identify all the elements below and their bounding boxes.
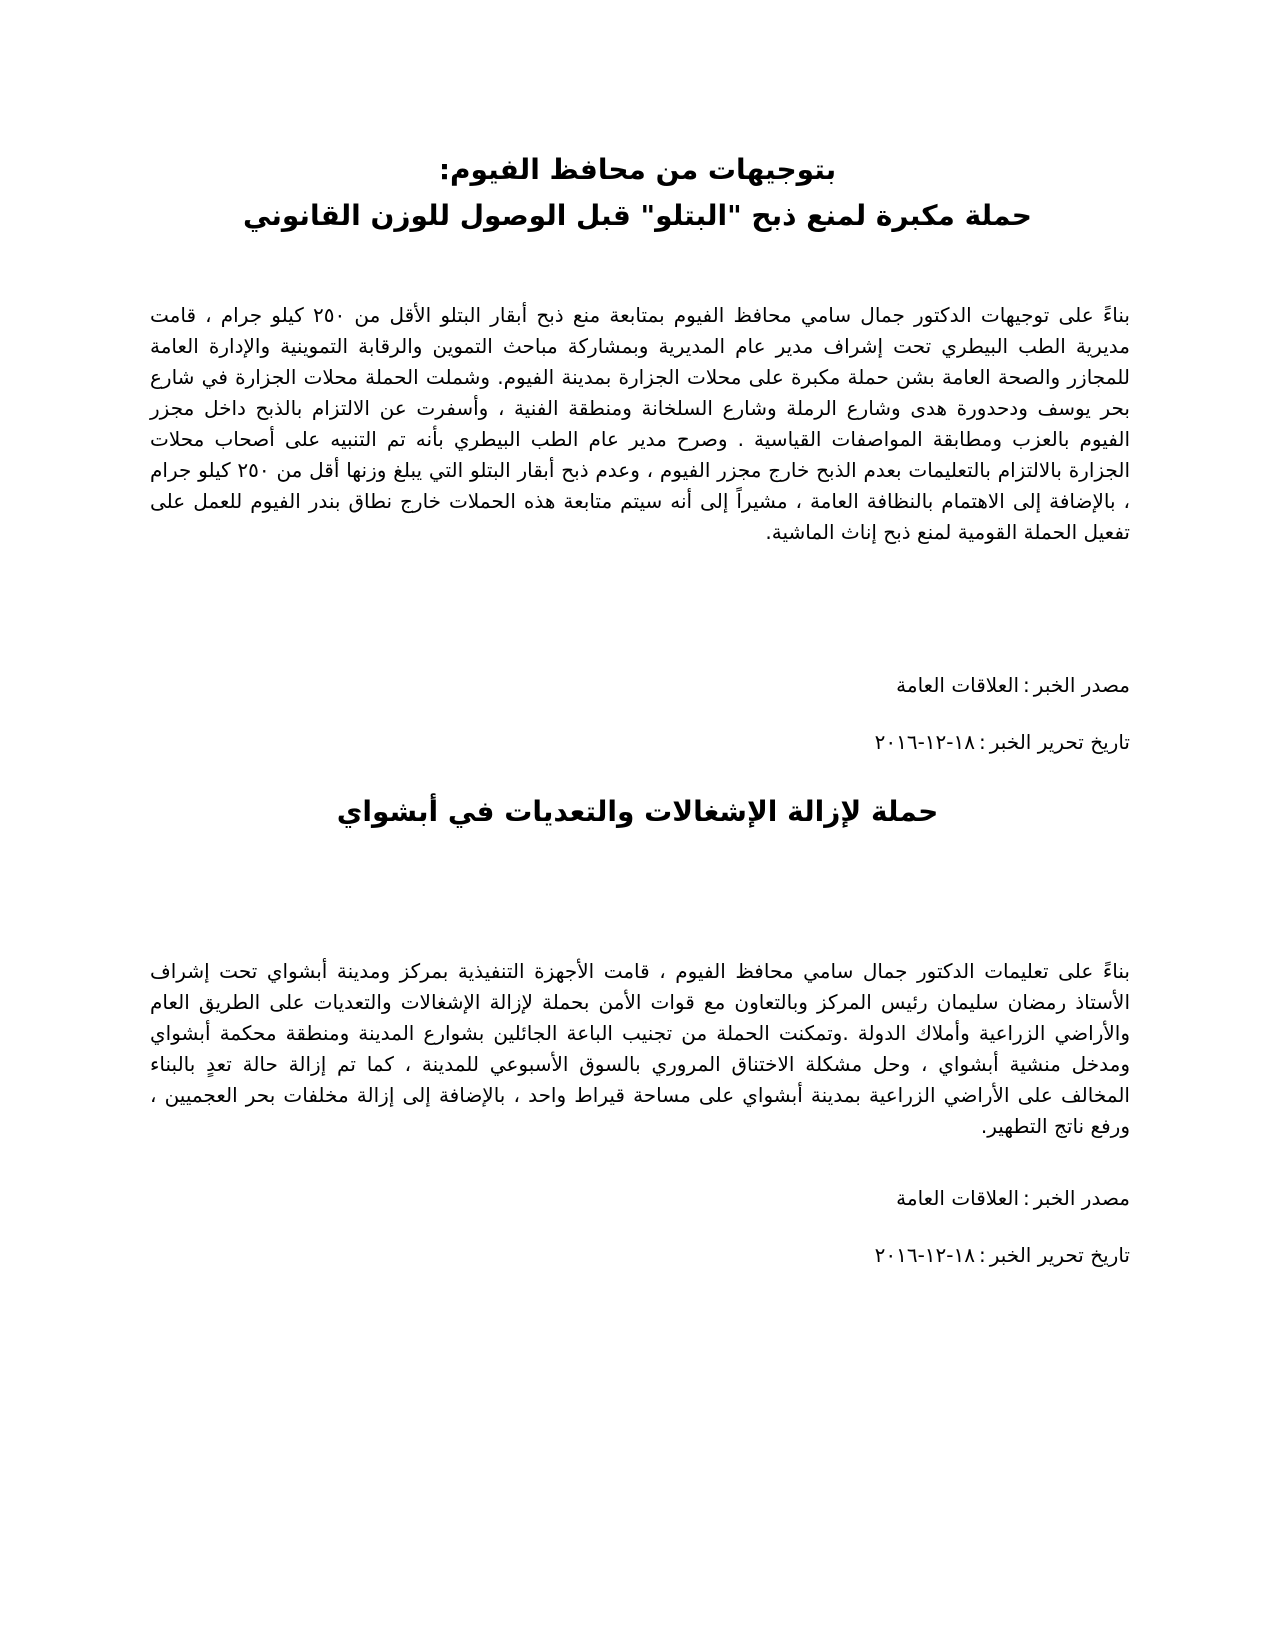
article1-source-line — [896, 670, 1130, 700]
article1-date-value: ١٨-١٢-٢٠١٦ — [874, 730, 975, 754]
article2-date-label: تاريخ تحرير الخبر — [989, 1243, 1130, 1267]
article1-date-line — [875, 727, 1130, 757]
article2-source-label: مصدر الخبر — [1033, 1186, 1130, 1210]
article1-body: بناءً على توجيهات الدكتور جمال سامي محافظ الفيوم بمتابعة منع ذبح أبقار البتلو الأقل من ٢٥٠ كيلو جرام ، قامت مديرية الطب البيطري تحت إشراف مدير عام المديرية وبمشاركة مباحث التموين والرقابة التموينية والإدارة العامة للمجازر والصحة العامة بشن حملة مكبرة على محلات الجزارة بمدينة الفيوم. وشملت الحملة محلات الجزارة في شارع بحر يوسف ودحدورة هدى وشارع الرملة وشارع السلخانة ومنطقة الفنية ، وأسفرت عن الالتزام بالذبح داخل مجزر الفيوم بالعزب ومطابقة المواصفات القياسية . وصرح مدير عام الطب البيطري بأنه تم التنبيه على أصحاب محلات الجزارة بالالتزام بالتعليمات بعدم الذبح خارج مجزر الفيوم ، وعدم ذبح أبقار البتلو التي يبلغ وزنها أقل من ٢٥٠ كيلو جرام ، بالإضافة إلى الاهتمام بالنظافة العامة ، مشيراً إلى أنه سيتم متابعة هذه الحملات خارج نطاق بندر الفيوم للعمل على تفعيل الحملة القومية لمنع ذبح إناث الماشية. — [150, 303, 1130, 544]
article1-headline-line2: حملة مكبرة لمنع ذبح "البتلو" قبل الوصول للوزن القانوني — [243, 199, 1032, 232]
article1-date-separator: : — [978, 730, 986, 754]
article2-source-separator: : — [1023, 1186, 1030, 1210]
article1-source-value: العلاقات العامة — [896, 673, 1020, 697]
article2-source-value: العلاقات العامة — [896, 1186, 1020, 1210]
article2-date-separator: : — [978, 1243, 986, 1267]
article2-source-line — [896, 1183, 1130, 1213]
article2-body: بناءً على تعليمات الدكتور جمال سامي محافظ الفيوم ، قامت الأجهزة التنفيذية بمركز ومدينة أبشواي تحت إشراف الأستاذ رمضان سليمان رئيس المركز وبالتعاون مع قوات الأمن بحملة لإزالة الإشغالات والتعديات على الطريق العام والأراضي الزراعية وأملاك الدولة .وتمكنت الحملة من تجنيب الباعة الجائلين بشوارع المدينة ومنطقة محكمة أبشواي ومدخل منشية أبشواي ، وحل مشكلة الاختناق المروري بالسوق الأسبوعي للمدينة ، كما تم إزالة حالة تعدٍ بالبناء المخالف على الأراضي الزراعية بمدينة أبشواي على مساحة قيراط واحد ، بالإضافة إلى إزالة مخلفات بحر العجميين ، ورفع ناتج التطهير. — [150, 959, 1130, 1138]
article2-headline: حملة لإزالة الإشغالات والتعديات في أبشواي — [336, 795, 939, 828]
article1-headline-line1: بتوجيهات من محافظ الفيوم: — [438, 153, 837, 186]
article2-date-line — [875, 1240, 1130, 1270]
article1-date-label: تاريخ تحرير الخبر — [989, 730, 1130, 754]
article2-date-value: ١٨-١٢-٢٠١٦ — [874, 1243, 975, 1267]
article1-source-label: مصدر الخبر — [1033, 673, 1130, 697]
article1-source-separator: : — [1023, 673, 1030, 697]
